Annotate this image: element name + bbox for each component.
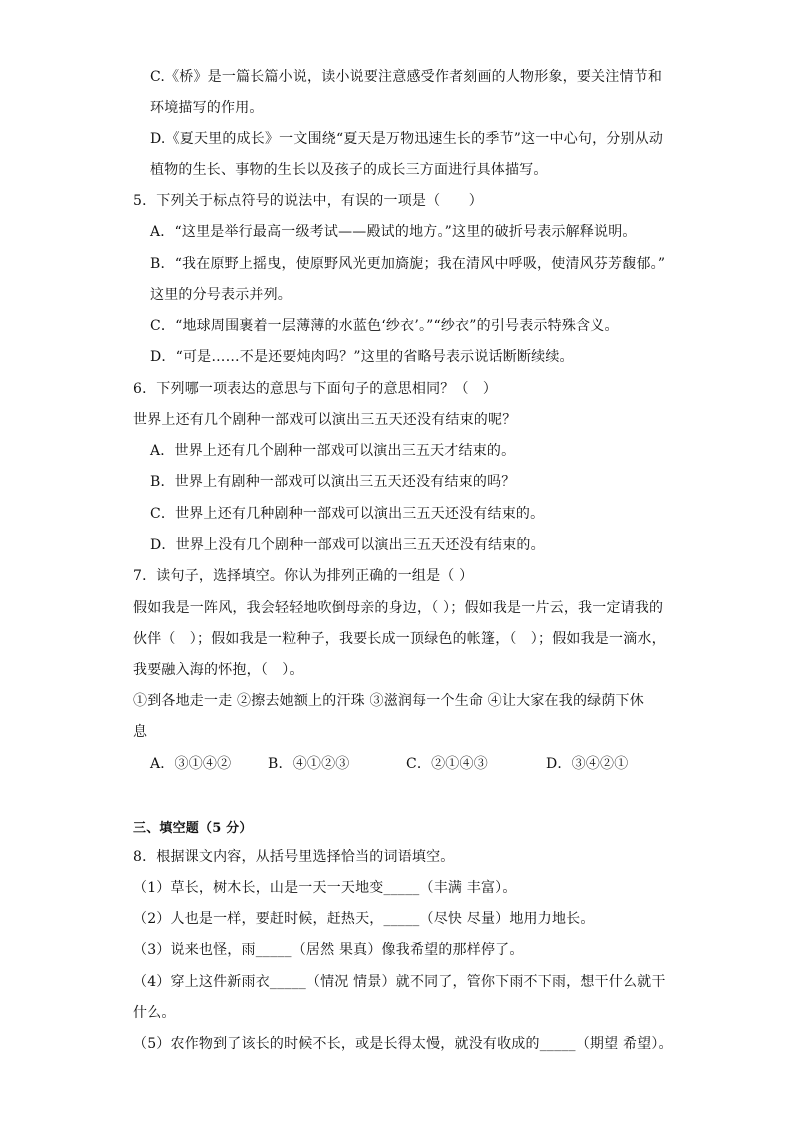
q8-item-2: （2）人也是一样，要赶时候，赶热天，_____（尽快 尽量）地用力地长。 [133, 911, 595, 927]
q6-option-b: B．世界上有剧种一部戏可以演出三五天还没有结束的吗？ [150, 474, 516, 490]
q8-item-5: （5）农作物到了该长的时候不长，或是长得太慢，就没有收成的_____（期望 希望）。 [133, 1036, 673, 1052]
q8-item-1: （1）草长，树木长，山是一天一天地变_____（丰满 丰富）。 [133, 880, 517, 896]
q7-choices-line1: ①到各地走一走 ②擦去她额上的汗珠 ③滋润每一个生命 ④让大家在我的绿荫下休 [133, 693, 644, 709]
q7-options-row [150, 755, 628, 773]
q8-item-3: （3）说来也怪，雨_____（居然 果真）像我希望的那样停了。 [133, 942, 524, 958]
q6-option-c: C．世界上还有几种剧种一部戏可以演出三五天还没有结束的。 [150, 506, 545, 522]
q7-option-a: A．③①④② [150, 756, 232, 772]
q4-option-c-line2: 环境描写的作用。 [150, 100, 264, 116]
q5-option-b-line2: 这里的分号表示并列。 [150, 287, 292, 303]
q6-option-d: D．世界上没有几个剧种一部戏可以演出三五天还没有结束的。 [150, 537, 545, 553]
q5-option-a: A．“这里是举行最高一级考试——殿试的地方。”这里的破折号表示解释说明。 [150, 224, 637, 240]
q7-option-c: C．②①④③ [406, 756, 488, 772]
q7-stem: 7．读句子，选择填空。你认为排列正确的一组是（ ） [133, 568, 474, 584]
q7-option-b: B．④①②③ [268, 756, 350, 772]
q8-item-4-line1: （4）穿上这件新雨衣_____（情况 情景）就不同了，管你下雨不下雨，想干什么就干 [133, 974, 666, 990]
q7-passage-line2: 伙伴（ ）；假如我是一粒种子，我要长成一顶绿色的帐篷，（ ）；假如我是一滴水， [133, 631, 666, 647]
q6-sentence: 世界上还有几个剧种一部戏可以演出三五天还没有结束的呢？ [133, 412, 517, 428]
q7-option-d: D．③④②① [546, 756, 629, 772]
q5-stem: 5．下列关于标点符号的说法中，有误的一项是（ ） [133, 193, 483, 209]
q4-option-d-line1: D.《夏天里的成长》一文围绕“夏天是万物迅速生长的季节”这一中心句，分别从动 [150, 131, 664, 147]
q7-choices-line2: 息 [133, 724, 148, 740]
q4-option-c-line1: C.《桥》是一篇长篇小说，读小说要注意感受作者刻画的人物形象，要关注情节和 [150, 69, 663, 85]
q5-option-b-line1: B．“我在原野上摇曳，使原野风光更加旖旎；我在清风中呼吸，使清风芬芳馥郁。” [150, 256, 666, 272]
q7-passage-line1: 假如我是一阵风，我会轻轻地吹倒母亲的身边，（ ）；假如我是一片云，我一定请我的 [133, 600, 664, 616]
q4-option-d-line2: 植物的生长、事物的生长以及孩子的成长三方面进行具体描写。 [150, 162, 548, 178]
q5-option-d: D．“可是……不是还要炖肉吗？”这里的省略号表示说话断断续续。 [150, 349, 574, 365]
q6-stem: 6．下列哪一项表达的意思与下面句子的意思相同？（ ） [133, 381, 498, 397]
section-heading: 三、填空题（5 分） [133, 821, 253, 836]
q5-option-c: C．“地球周围裹着一层薄薄的水蓝色‘纱衣’。”“纱衣”的引号表示特殊含义。 [150, 318, 619, 334]
q8-item-4-line2: 什么。 [133, 1005, 176, 1021]
q7-passage-line3: 我要融入海的怀抱，（ ）。 [133, 662, 304, 678]
q6-option-a: A．世界上还有几个剧种一部戏可以演出三五天才结束的。 [150, 443, 516, 459]
q8-stem: 8．根据课文内容，从括号里选择恰当的词语填空。 [133, 849, 455, 865]
